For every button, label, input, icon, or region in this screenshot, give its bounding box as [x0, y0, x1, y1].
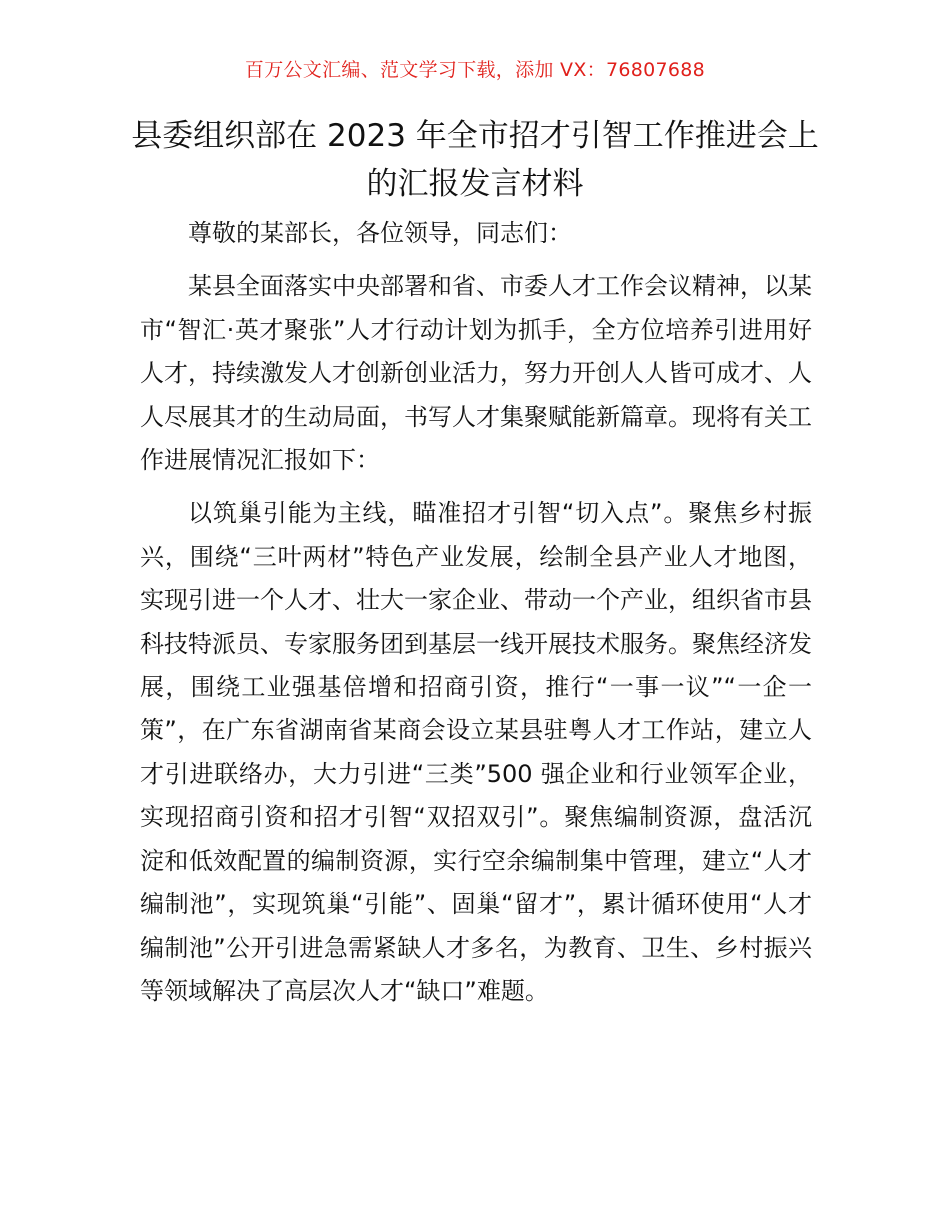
document-title: 县委组织部在 2023 年全市招才引智工作推进会上的汇报发言材料	[131, 118, 819, 202]
document-body	[140, 212, 812, 1023]
salutation: 尊敬的某部长，各位领导，同志们：	[188, 219, 572, 247]
paragraph-intro: 某县全面落实中央部署和省、市委人才工作会议精神，以某市“智汇·英才聚张”人才行动计划为抓手，全方位培养引进用好人才，持续激发人才创新创业活力，努力开创人人皆可成才、人人尽展其才的生动局面，书写人才集聚赋能新篇章。现将有关工作进展情况汇报如下：	[140, 272, 812, 475]
paragraph-talent-attraction: 以筑巢引能为主线，瞄准招才引智“切入点”。聚焦乡村振兴，围绕“三叶两材”特色产业发展，绘制全县产业人才地图，实现引进一个人才、壮大一家企业、带动一个产业，组织省市县科技特派员、专家服务团到基层一线开展技术服务。聚焦经济发展，围绕工业强基倍增和招商引资，推行“一事一议”“一企一策”，在广东省湖南省某商会设立某县驻粤人才工作站，建立人才引进联络办，大力引进“三类”500 强企业和行业领军企业，实现招商引资和招才引智“双招双引”。聚焦编制资源，盘活沉淀和低效配置的编制资源，实行空余编制集中管理，建立“人才编制池”，实现筑巢“引能”、固巢“留才”，累计循环使用“人才编制池”公开引进急需紧缺人才多名，为教育、卫生、乡村振兴等领域解决了高层次人才“缺口”难题。	[140, 499, 812, 1005]
header-watermark-note: 百万公文汇编、范文学习下载，添加 VX：76807688	[244, 59, 706, 81]
